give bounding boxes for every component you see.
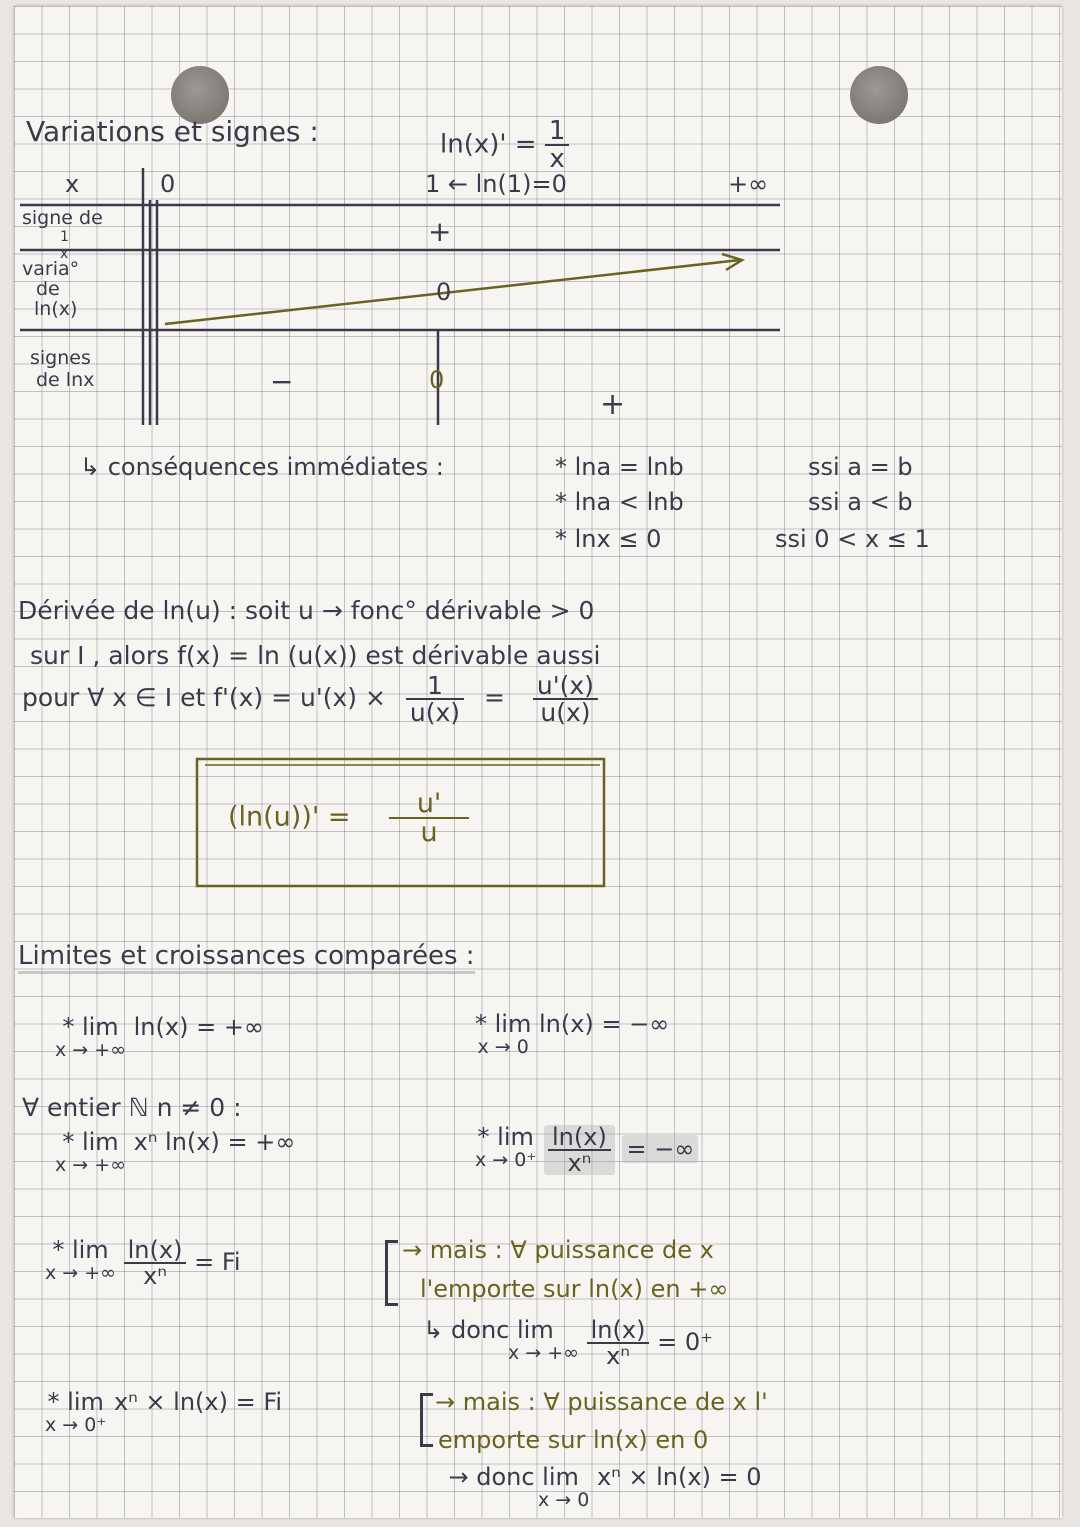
ventier-heading: ∀ entier ℕ n ≠ 0 :: [22, 1093, 242, 1122]
table-x-one-note: 1 ← ln(1)=0: [425, 170, 567, 198]
limit-6-note-1: → mais : ∀ puissance de x l': [435, 1388, 768, 1416]
derivee-line-3: pour ∀ x ∈ I et f'(x) = u'(x) × $\frac{1}{u(x)}$ = $\frac{u'(x)}{u(x)}$: [22, 673, 598, 725]
limit-1: * lim x → +∞ ln(x) = +∞: [55, 1013, 264, 1061]
consequence-2-condition: ssi a < b: [808, 488, 913, 516]
table-row3-sign-right: +: [600, 387, 626, 422]
limit-5-note-1: → mais : ∀ puissance de x: [402, 1236, 714, 1264]
table-x-zero: 0: [160, 170, 176, 198]
limit-4: * lim x → 0⁺ $\frac{\ln(x)}{\text{xⁿ}}$ = −∞: [475, 1125, 698, 1175]
limit-5-note-3: ↳ donc lim x → +∞ $\frac{\ln(x)}{\text{xⁿ}}$ = 0⁺: [423, 1316, 713, 1370]
section-title-variations: Variations et signes :: [26, 115, 319, 148]
consequence-1-condition: ssi a = b: [808, 453, 913, 481]
limit-6-note-2: emporte sur ln(x) en 0: [438, 1426, 709, 1454]
limit-5: * lim x → +∞ $\frac{\ln(x)}{\text{xⁿ}}$ = Fi: [45, 1236, 241, 1290]
table-row3-sign-left: −: [270, 365, 294, 398]
consequence-3-condition: ssi 0 < x ≤ 1: [775, 525, 930, 553]
table-row2-zero: 0: [436, 278, 452, 306]
consequences-label: ↳ conséquences immédiates :: [80, 453, 444, 481]
boxed-derivative-formula: (ln(u))' = $\frac{u'}{u}$: [228, 790, 469, 846]
limit-2: * lim x → 0 ln(x) = −∞: [475, 1010, 670, 1058]
limit-5-note-2: l'emporte sur ln(x) en +∞: [420, 1275, 729, 1303]
table-x-infinity: +∞: [728, 170, 769, 198]
table-header-x: x: [65, 170, 80, 198]
table-row1-sign: +: [428, 215, 452, 248]
bracket-2: [420, 1393, 433, 1447]
table-row3-zero: 0: [429, 366, 445, 394]
table-row2-label: varia° de ln(x): [22, 258, 80, 320]
table-row1-label: signe de 1 x: [22, 207, 103, 263]
table-row3-label: signes de lnx: [30, 347, 95, 391]
consequence-1-formula: * lna = lnb: [555, 453, 684, 481]
limit-6-note-3: → donc lim x → 0 xⁿ × ln(x) = 0: [448, 1463, 762, 1511]
limit-6: * lim x → 0⁺ xⁿ × ln(x) = Fi: [45, 1388, 283, 1436]
consequence-2-formula: * lna < lnb: [555, 488, 684, 516]
derivative-formula: ln(x)' = $\frac{1}{x}$: [440, 118, 569, 172]
bracket-1: [385, 1240, 398, 1306]
section-title-limites: Limites et croissances comparées :: [18, 943, 475, 969]
derivee-line-1: Dérivée de ln(u) : soit u → fonc° dérivable > 0: [18, 596, 595, 625]
limit-3: * lim x → +∞ xⁿ ln(x) = +∞: [55, 1128, 296, 1176]
consequence-3-formula: * lnx ≤ 0: [555, 525, 662, 553]
derivee-line-2: sur I , alors f(x) = ln (u(x)) est dérivable aussi: [30, 641, 601, 670]
